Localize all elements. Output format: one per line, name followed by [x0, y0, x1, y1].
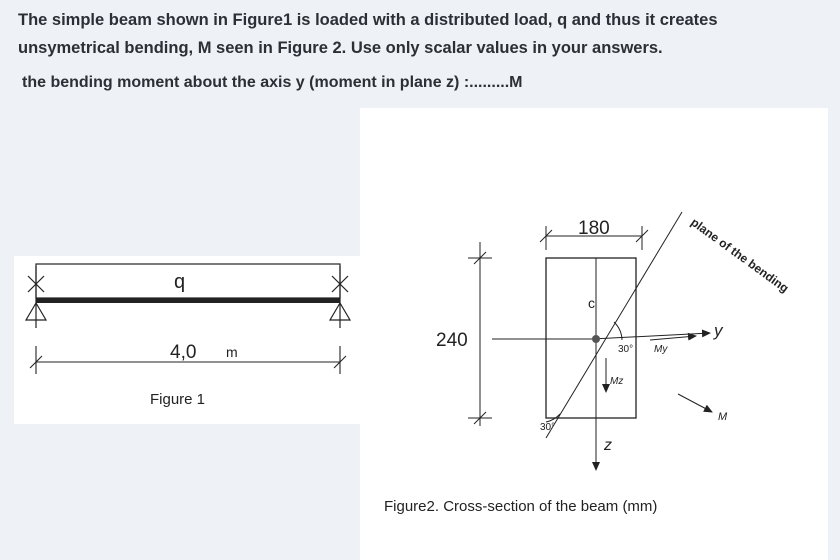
z-axis-label: z	[604, 437, 612, 454]
figure-1-caption: Figure 1	[150, 391, 206, 408]
mz-label: Mz	[610, 376, 624, 387]
bending-plane-line	[546, 212, 682, 438]
plane-label: plane of the bending	[688, 215, 792, 296]
angle-bottom-label: 30°	[540, 422, 556, 433]
moment-label: M	[718, 411, 728, 423]
moment-arrow	[678, 394, 712, 412]
question-text	[18, 6, 818, 62]
question-prompt: the bending moment about the axis y (moment in plane z) :.........M	[22, 74, 523, 91]
figure-2	[360, 108, 828, 560]
distributed-load-block	[36, 264, 340, 298]
height-dimension	[468, 242, 592, 426]
beam	[36, 298, 340, 303]
question-line-2: unsymetrical bending, M seen in Figure 2. Use only scalar values in your answers.	[18, 39, 663, 57]
figure-1	[14, 256, 360, 424]
span-unit: m	[226, 344, 238, 360]
height-dim-label: 240	[436, 330, 468, 351]
cross-section	[546, 258, 636, 418]
my-arrow	[650, 336, 696, 340]
angle-top-label: 30°	[618, 344, 634, 355]
y-axis-label: y	[714, 321, 723, 340]
span-value: 4,0	[170, 342, 197, 363]
load-label: q	[174, 271, 186, 293]
figure-2-caption: Figure2. Cross-section of the beam (mm)	[384, 498, 658, 515]
figure-2-drawing	[360, 108, 828, 488]
centroid-label: c	[588, 295, 595, 311]
width-dim-label: 180	[578, 218, 610, 239]
question-line-1: The simple beam shown in Figure1 is loaded with a distributed load, q and thus it creates	[18, 11, 718, 29]
centroid-dot	[592, 335, 600, 343]
my-label: My	[654, 344, 668, 355]
